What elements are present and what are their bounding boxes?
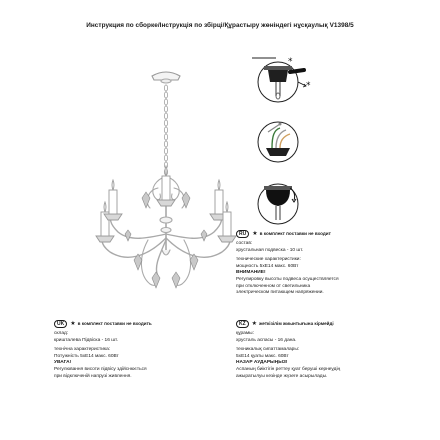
uk-language-badge: UK <box>54 320 67 328</box>
document-title: Инструкция по сборке/Інструкція по збірці/Құрастыру жөніндегі нұсқаулық V1398/5 <box>86 22 354 29</box>
instruction-line: техникалық сипаттамалары: <box>236 347 300 353</box>
instruction-line: кришталева Підвіска - 16 шт. <box>54 337 119 343</box>
kz-block-header <box>236 320 436 328</box>
instruction-line: Потужність 5xE14 макс. 60Вт <box>54 353 119 359</box>
canopy-rotation-step <box>250 174 320 232</box>
instruction-line: хрусталь аспасы - 16 дана. <box>236 337 297 343</box>
instruction-line: технические характеристики: <box>236 257 301 263</box>
ru-language-badge: RU <box>236 230 249 238</box>
uk-instructions-block <box>54 320 234 380</box>
asterisk-icon: ★ <box>70 321 76 327</box>
ru-block-body <box>236 241 436 297</box>
kz-instructions-block <box>236 320 436 380</box>
uk-block-header <box>54 320 234 328</box>
warning-heading: НАЗАР АУДАРЫҢЫЗ! <box>236 360 288 366</box>
wire-connection-step <box>250 112 320 170</box>
instruction-line: құрамы: <box>236 331 254 336</box>
instruction-line: Аспаның биіктігін реттеу қуат беруші кернеудің <box>236 366 341 372</box>
ru-instructions-block <box>236 230 436 297</box>
instruction-line: при відключеній напрузі живлення. <box>54 373 132 379</box>
instruction-line: мощность 5xE14 макс. 60Вт <box>236 263 299 269</box>
warning-heading: УВАГА! <box>54 360 72 366</box>
instruction-line: хрустальная подвеска - 10 шт. <box>236 247 304 253</box>
svg-text:*: * <box>306 81 311 91</box>
ru-block-header <box>236 230 436 238</box>
svg-text:*: * <box>288 57 293 67</box>
chandelier-illustration <box>88 62 244 324</box>
instruction-line: ажыратылуы кезінде жүзеге асырылады. <box>236 373 328 379</box>
instruction-line: Регулировку высоты подвеса осуществляется <box>236 276 339 282</box>
asterisk-icon: ★ <box>252 231 258 237</box>
warning-heading: ВНИМАНИЕ! <box>236 270 266 276</box>
instruction-line: 5xE14 қуаты макс. 60Вт <box>236 353 289 359</box>
kz-block-body <box>236 331 436 380</box>
uk-kit-note: в комплект поставки не входить <box>77 320 152 326</box>
instruction-line: состав: <box>236 241 253 246</box>
ceiling-mount-step <box>250 52 320 110</box>
instruction-line: Регулювання висоти підвісу здійснюється <box>54 366 147 372</box>
instruction-line: электрическом питающем напряжении. <box>236 290 324 296</box>
instruction-line: склад: <box>54 331 69 336</box>
asterisk-icon: ★ <box>251 321 258 327</box>
instruction-line: технічна характеристика: <box>54 347 111 353</box>
instruction-line: при отключенном от светильника <box>236 283 311 289</box>
ru-kit-note: в комплект поставки не входит <box>259 230 331 236</box>
kz-kit-note: жеткізілім жиынтығына кірмейді <box>259 320 334 326</box>
kz-language-badge: KZ <box>236 320 249 328</box>
uk-block-body <box>54 331 234 380</box>
